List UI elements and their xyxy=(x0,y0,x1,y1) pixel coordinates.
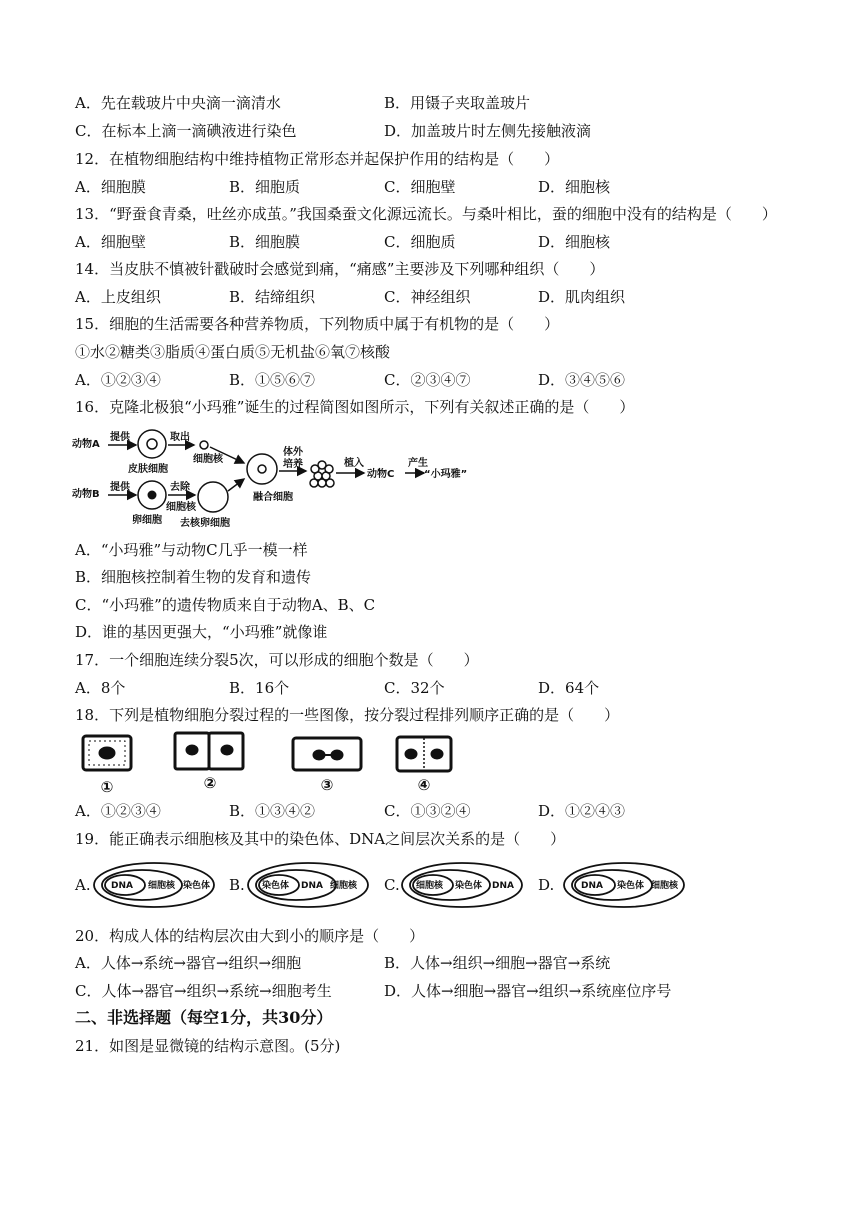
cell-figure-label-1: ① xyxy=(100,778,114,796)
label-provide-b: 提供 xyxy=(110,482,130,493)
label-egg-cell: 卵细胞 xyxy=(132,515,162,526)
q14-option-d: D．肌肉组织 xyxy=(538,288,626,306)
venn-option-a xyxy=(92,860,222,910)
venn-d-inner: DNA xyxy=(581,881,603,891)
cell-figure-4 xyxy=(397,737,451,771)
q14-option-b: B．结缔组织 xyxy=(229,288,316,306)
q13-option-d: D．细胞核 xyxy=(538,233,611,251)
q17-option-a: A．8个 xyxy=(75,679,126,697)
q20-option-d-text: D．人体→细胞→器官→组织→系统 xyxy=(384,982,612,1000)
q16-option-c: C．“小玛雅”的遗传物质来自于动物A、B、C xyxy=(75,596,376,614)
q20-option-b: B．人体→组织→细胞→器官→系统 xyxy=(384,954,611,972)
arrow-egg-to-fused xyxy=(228,479,244,491)
q19-option-a-label: A. xyxy=(75,876,91,894)
q16-option-d: D．谁的基因更强大，“小玛雅”就像谁 xyxy=(75,623,328,641)
cell-figure-3 xyxy=(293,738,361,770)
q17-option-c: C．32个 xyxy=(384,679,445,697)
q14-option-c: C．神经组织 xyxy=(384,288,471,306)
cell-figure-label-4: ④ xyxy=(417,776,431,794)
venn-option-b xyxy=(246,860,376,910)
q13-option-a: A．细胞壁 xyxy=(75,233,146,251)
q11-option-b: B．用镊子夹取盖玻片 xyxy=(384,94,531,112)
q20-option-a: A．人体→系统→器官→组织→细胞 xyxy=(75,954,302,972)
q18-stem: 18．下列是植物细胞分裂过程的一些图像，按分裂过程排列顺序正确的是（ ） xyxy=(75,706,620,724)
q11-option-d: D．加盖玻片时左侧先接触液滴 xyxy=(384,122,592,140)
venn-b-inner: 染色体 xyxy=(262,881,290,891)
skin-cell-icon xyxy=(138,430,166,458)
q18-option-b: B．①③④② xyxy=(229,802,316,820)
section-2-heading: 二、非选择题（每空1分，共30分） xyxy=(75,1008,333,1027)
venn-d-outer: 细胞核 xyxy=(651,881,679,891)
label-produce: 产生 xyxy=(408,458,428,469)
label-animal-b: 动物B xyxy=(72,489,100,500)
label-nucleus: 细胞核 xyxy=(193,454,223,465)
venn-d-middle: 染色体 xyxy=(617,881,645,891)
q19-stem: 19．能正确表示细胞核及其中的染色体、DNA之间层次关系的是（ ） xyxy=(75,830,566,848)
venn-option-c xyxy=(400,860,530,910)
q13-stem: 13．“野蚕食青桑，吐丝亦成茧。”我国桑蚕文化源远流长。与桑叶相比，蚕的细胞中没有的结构是（ ） xyxy=(75,205,777,223)
q15-stem: 15．细胞的生活需要各种营养物质，下列物质中属于有机物的是（ ） xyxy=(75,315,560,333)
venn-a-outer: 染色体 xyxy=(183,881,211,891)
venn-b-middle: DNA xyxy=(301,881,323,891)
label-implant: 植入 xyxy=(344,458,364,469)
label-result: “小玛雅” xyxy=(424,469,468,480)
fused-cell-nucleus-icon xyxy=(258,465,266,473)
q15-option-c: C．②③④⑦ xyxy=(384,371,471,389)
q20-option-d xyxy=(384,981,671,1001)
q14-option-a: A．上皮组织 xyxy=(75,288,161,306)
enucleated-egg-icon xyxy=(198,482,228,512)
q14-stem: 14．当皮肤不慎被针戳破时会感觉到痛，“痛感”主要涉及下列哪种组织（ ） xyxy=(75,260,605,278)
label-remove: 去除 xyxy=(170,482,190,493)
cell-division-figures xyxy=(75,728,455,796)
q16-stem: 16．克隆北极狼“小玛雅”诞生的过程简图如图所示，下列有关叙述正确的是（ ） xyxy=(75,398,635,416)
q20-option-c-extra: 考生 xyxy=(301,982,332,1000)
q15-option-a: A．①②③④ xyxy=(75,371,161,389)
egg-cell-nucleus-icon xyxy=(148,491,157,500)
q11-option-c: C．在标本上滴一滴碘液进行染色 xyxy=(75,122,297,140)
venn-b-outer: 细胞核 xyxy=(330,881,358,891)
q21-stem: 21．如图是显微镜的结构示意图。(5分) xyxy=(75,1037,341,1055)
q12-option-c: C．细胞壁 xyxy=(384,178,456,196)
q18-option-d: D．①②④③ xyxy=(538,802,626,820)
q17-option-b: B．16个 xyxy=(229,679,290,697)
label-enucleated-egg: 去核卵细胞 xyxy=(180,518,230,529)
q17-option-d: D．64个 xyxy=(538,679,600,697)
cell-figure-label-2: ② xyxy=(203,774,217,792)
q18-option-c: C．①③②④ xyxy=(384,802,471,820)
q11-option-a: A．先在载玻片中央滴一滴清水 xyxy=(75,94,281,112)
q18-option-a: A．①②③④ xyxy=(75,802,161,820)
embryo-cluster-icon xyxy=(310,461,334,487)
venn-c-outer: DNA xyxy=(492,881,514,891)
label-remove-nucleus: 细胞核 xyxy=(166,502,196,513)
cell-figure-1 xyxy=(83,736,131,770)
q19-option-d-label: D. xyxy=(538,876,555,894)
label-provide-a: 提供 xyxy=(110,432,130,443)
label-in-vitro-2: 培养 xyxy=(283,459,303,470)
venn-c-inner: 细胞核 xyxy=(416,881,444,891)
q13-option-b: B．细胞膜 xyxy=(229,233,301,251)
q16-option-b: B．细胞核控制着生物的发育和遗传 xyxy=(75,568,312,586)
label-fused-cell: 融合细胞 xyxy=(253,492,293,503)
q13-option-c: C．细胞质 xyxy=(384,233,456,251)
q19-option-b-label: B. xyxy=(229,876,245,894)
q12-option-a: A．细胞膜 xyxy=(75,178,146,196)
q20-option-d-extra: 座位序号 xyxy=(611,982,672,1000)
cloning-process-diagram xyxy=(70,425,490,535)
venn-a-middle: 细胞核 xyxy=(148,881,176,891)
q15-option-d: D．③④⑤⑥ xyxy=(538,371,626,389)
q19-option-c-label: C. xyxy=(384,876,400,894)
q20-option-c xyxy=(75,981,332,1001)
label-skin-cell: 皮肤细胞 xyxy=(128,464,168,475)
venn-c-middle: 染色体 xyxy=(455,881,483,891)
label-animal-c: 动物C xyxy=(367,469,395,480)
venn-a-inner: DNA xyxy=(111,881,133,891)
q20-option-c-text: C．人体→器官→组织→系统→细胞 xyxy=(75,982,302,1000)
q15-option-b: B．①⑤⑥⑦ xyxy=(229,371,316,389)
label-in-vitro-1: 体外 xyxy=(283,447,303,458)
label-take-out: 取出 xyxy=(170,432,190,443)
nucleus-icon xyxy=(200,441,208,449)
skin-cell-nucleus-icon xyxy=(147,439,157,449)
q20-stem: 20．构成人体的结构层次由大到小的顺序是（ ） xyxy=(75,927,425,945)
q17-stem: 17．一个细胞连续分裂5次，可以形成的细胞个数是（ ） xyxy=(75,651,479,669)
label-animal-a: 动物A xyxy=(72,439,100,450)
venn-option-d xyxy=(562,860,692,918)
q12-option-d: D．细胞核 xyxy=(538,178,611,196)
q15-items: ①水②糖类③脂质④蛋白质⑤无机盐⑥氧⑦核酸 xyxy=(75,343,391,361)
cell-figure-label-3: ③ xyxy=(320,776,334,794)
cell-figure-2 xyxy=(175,733,243,769)
q16-option-a: A．“小玛雅”与动物C几乎一模一样 xyxy=(75,541,308,559)
fused-cell-icon xyxy=(247,454,277,484)
q12-option-b: B．细胞质 xyxy=(229,178,301,196)
q12-stem: 12．在植物细胞结构中维持植物正常形态并起保护作用的结构是（ ） xyxy=(75,150,560,168)
